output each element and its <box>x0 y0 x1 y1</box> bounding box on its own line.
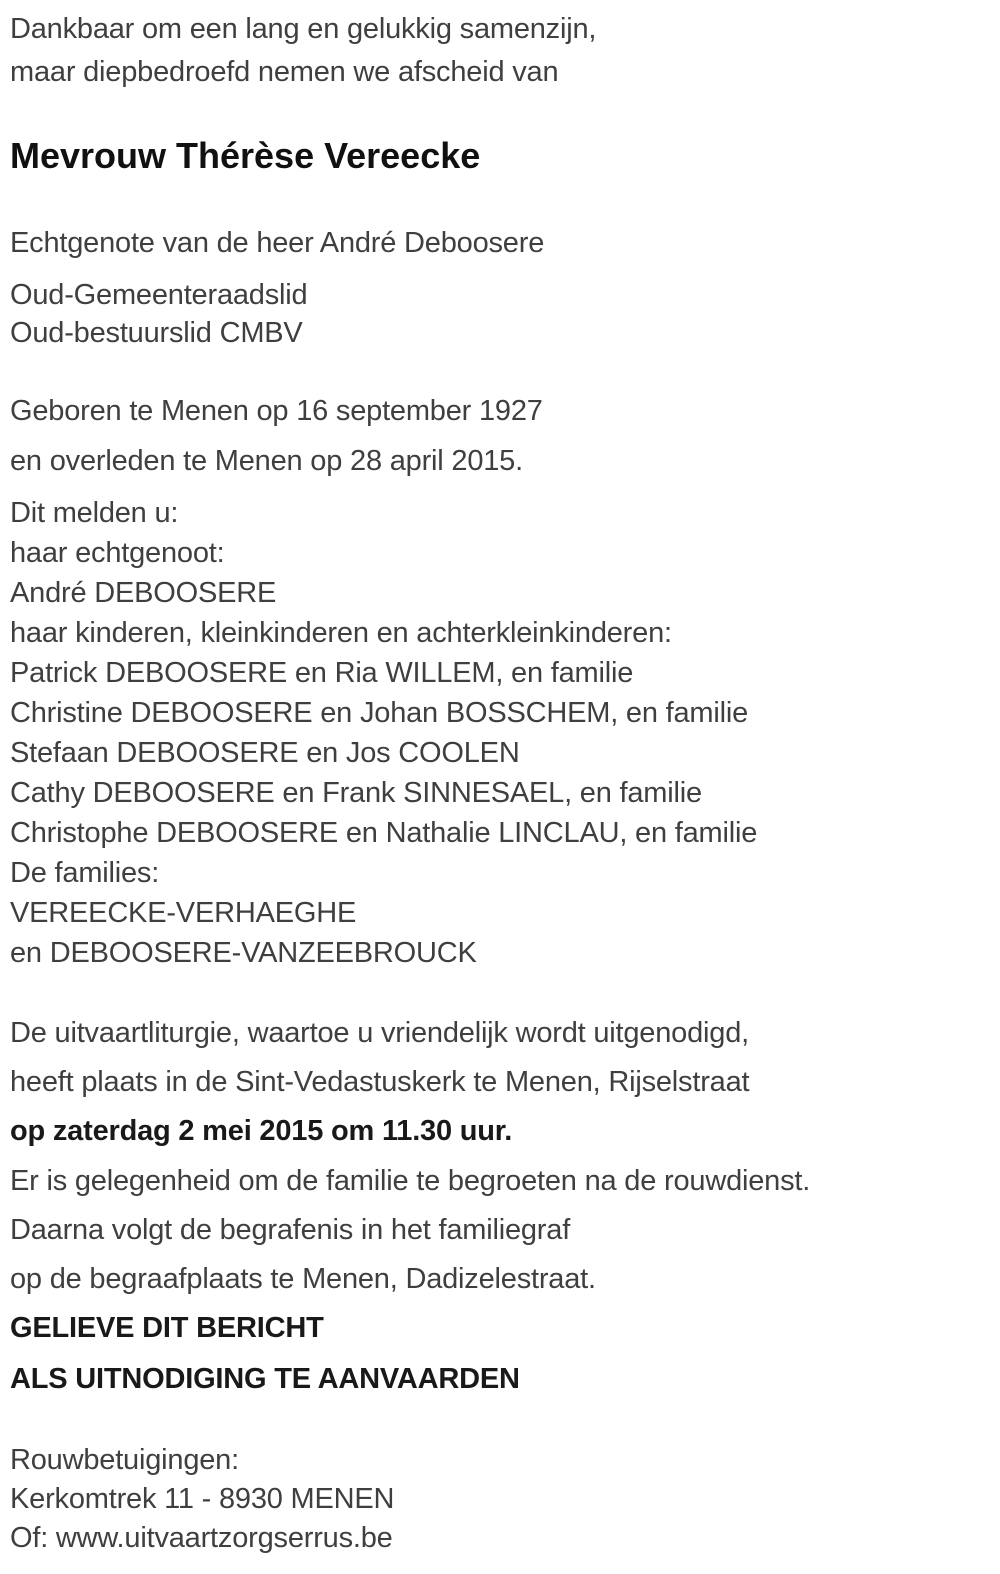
announcement-line: De families: <box>10 857 160 889</box>
service-datetime: op zaterdag 2 mei 2015 om 11.30 uur. <box>10 1115 513 1147</box>
announcement-line: VEREECKE-VERHAEGHE <box>10 897 357 929</box>
service-line-2: heeft plaats in de Sint-Vedastuskerk te Menen, Rijselstraat <box>10 1066 750 1098</box>
born-line: Geboren te Menen op 16 september 1927 <box>10 395 543 427</box>
title-line-gemeenteraadslid: Oud-Gemeenteraadslid <box>10 279 308 311</box>
titles-block <box>10 276 980 352</box>
notice-line-1: GELIEVE DIT BERICHT <box>10 1312 324 1344</box>
service-line-4: Daarna volgt de begrafenis in het familiegraf <box>10 1214 571 1246</box>
announcement-line: Cathy DEBOOSERE en Frank SINNESAEL, en familie <box>10 777 702 809</box>
service-line-3: Er is gelegenheid om de familie te begroeten na de rouwdienst. <box>10 1165 811 1197</box>
notice-line-2: ALS UITNODIGING TE AANVAARDEN <box>10 1363 520 1395</box>
announcement-line: Christophe DEBOOSERE en Nathalie LINCLAU, en familie <box>10 817 758 849</box>
condolences-address: Kerkomtrek 11 - 8930 MENEN <box>10 1483 395 1515</box>
service-line-5: op de begraafplaats te Menen, Dadizelestraat. <box>10 1263 596 1295</box>
title-line-bestuurslid: Oud-bestuurslid CMBV <box>10 317 303 349</box>
spouse-line: Echtgenote van de heer André Deboosere <box>10 227 545 259</box>
intro-line-2: maar diepbedroefd nemen we afscheid van <box>10 56 559 88</box>
announcement-line: Stefaan DEBOOSERE en Jos COOLEN <box>10 737 520 769</box>
announcement-block <box>10 493 980 973</box>
condolences-block <box>10 1441 980 1558</box>
announcement-line: Patrick DEBOOSERE en Ria WILLEM, en familie <box>10 657 634 689</box>
condolences-website: Of: www.uitvaartzorgserrus.be <box>10 1522 393 1554</box>
announcement-line: haar kinderen, kleinkinderen en achterkleinkinderen: <box>10 617 672 649</box>
announcement-line: André DEBOOSERE <box>10 577 277 609</box>
announcement-line: haar echtgenoot: <box>10 537 225 569</box>
announcement-line: Christine DEBOOSERE en Johan BOSSCHEM, en familie <box>10 697 749 729</box>
intro-line-1: Dankbaar om een lang en gelukkig samenzijn, <box>10 13 597 45</box>
announcement-line: en DEBOOSERE-VANZEEBROUCK <box>10 937 477 969</box>
service-line-1: De uitvaartliturgie, waartoe u vriendelijk wordt uitgenodigd, <box>10 1017 749 1049</box>
condolences-label: Rouwbetuigingen: <box>10 1444 239 1476</box>
announcement-line: Dit melden u: <box>10 497 179 529</box>
died-line: en overleden te Menen op 28 april 2015. <box>10 445 523 477</box>
deceased-name: Mevrouw Thérèse Vereecke <box>10 135 481 176</box>
